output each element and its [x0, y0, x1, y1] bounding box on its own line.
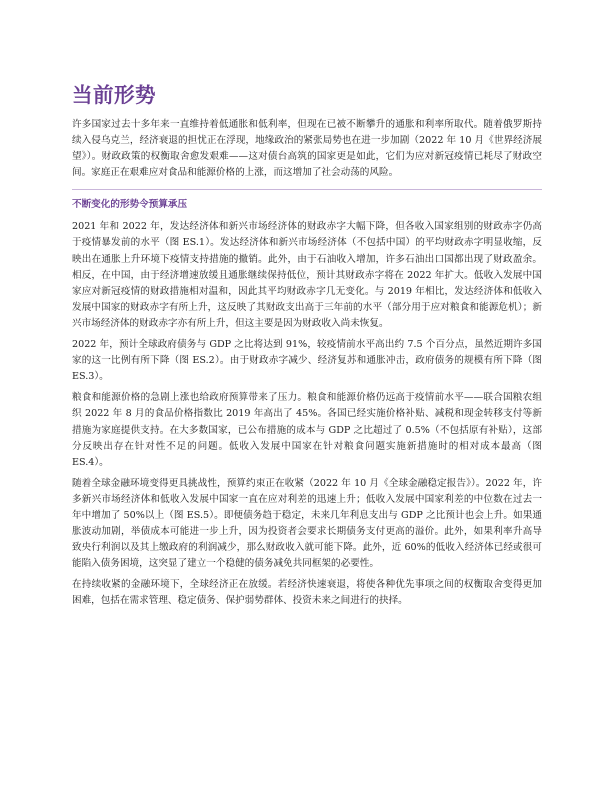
body-paragraph-2: 2022 年，预计全球政府债务与 GDP 之比将达到 91%，较疫情前水平高出约 7.5 个百分点，虽然近期许多国家的这一比例有所下降（图 ES.2）。由于财政赤字减少、经济复苏和通胀冲击，政府债务的规模有所下降（图 ES.3）。	[72, 339, 542, 383]
page-title: 当前形势	[72, 83, 156, 107]
page-content	[72, 82, 542, 615]
body-paragraph-4: 随着全球金融环境变得更具挑战性，预算约束正在收紧（2022 年 10 月《全球金融稳定报告》）。2022 年，许多新兴市场经济体和低收入发展中国家一直在应对利差的迅速上升；低收入发展中国家利差的中位数在过去一年中增加了 50%以上（图 ES.5）。即便债务趋于稳定，未来几年利息支出与 GDP 之比预计也会上升。如果通胀波动加剧，举债成本可能进一步上升，因为投资者会要求长期债务支付更高的溢价。此外，如果利率升高导致央行利润以及其上缴政府的利润减少，那么财政收入就可能下降。此外，近 60%的低收入经济体已经或很可能陷入债务困境，这突显了建立一个稳健的债务减免共同框架的必要性。	[72, 477, 542, 570]
section-divider	[72, 189, 542, 190]
intro-paragraph: 许多国家过去十多年来一直维持着低通胀和低利率，但现在已被不断攀升的通胀和利率所取代。随着俄罗斯持续入侵乌克兰，经济衰退的担忧正在浮现，地缘政治的紧张局势也在进一步加剧（2022 年 10 月《世界经济展望》）。财政政策的权衡取舍愈发艰难——这对债台高筑的国家更是如此，它们为应对新冠疫情已耗尽了财政空间。家庭正在艰难应对食品和能源价格的上涨，而这增加了社会动荡的风险。	[72, 119, 542, 179]
section-heading: 不断变化的形势令预算承压	[72, 199, 188, 211]
body-paragraph-3: 粮食和能源价格的急剧上涨也给政府预算带来了压力。粮食和能源价格仍远高于疫情前水平——联合国粮农组织 2022 年 8 月的食品价格指数比 2019 年高出了 45%。各国已经实施价格补贴、减税和现金转移支付等新措施为家庭提供支持。在大多数国家，已公布措施的成本与 GDP 之比超过了 0.5%（不包括原有补贴），这部分反映出存在针对性不足的问题。低收入发展中国家在针对粮食问题实施新措施时的相对成本最高（图 ES.4）。	[72, 392, 542, 468]
body-paragraph-5: 在持续收紧的金融环境下，全球经济正在放缓。若经济快速衰退，将使各种优先事项之间的权衡取舍变得更加困难，包括在需求管理、稳定债务、保护弱势群体、投资未来之间进行的抉择。	[72, 579, 542, 607]
body-paragraph-1: 2021 年和 2022 年，发达经济体和新兴市场经济体的财政赤字大幅下降，但各收入国家组别的财政赤字仍高于疫情暴发前的水平（图 ES.1）。发达经济体和新兴市场经济体（不包括中国）的平均财政赤字明显收缩，反映出在通胀上升环境下疫情支持措施的撤销。此外，由于石油收入增加，许多石油出口国都出现了财政盈余。相反，在中国，由于经济增速放缓且通胀继续保持低位，预计其财政赤字将在 2022 年扩大。低收入发展中国家应对新冠疫情的财政措施相对温和，因此其平均财政赤字几无变化。与 2019 年相比，发达经济体和低收入发展中国家的财政赤字有所上升，这反映了其财政支出高于三年前的水平（部分用于应对粮食和能源危机）；新兴市场经济体的财政赤字亦有所上升，但这主要是因为财政收入尚未恢复。	[72, 221, 542, 329]
